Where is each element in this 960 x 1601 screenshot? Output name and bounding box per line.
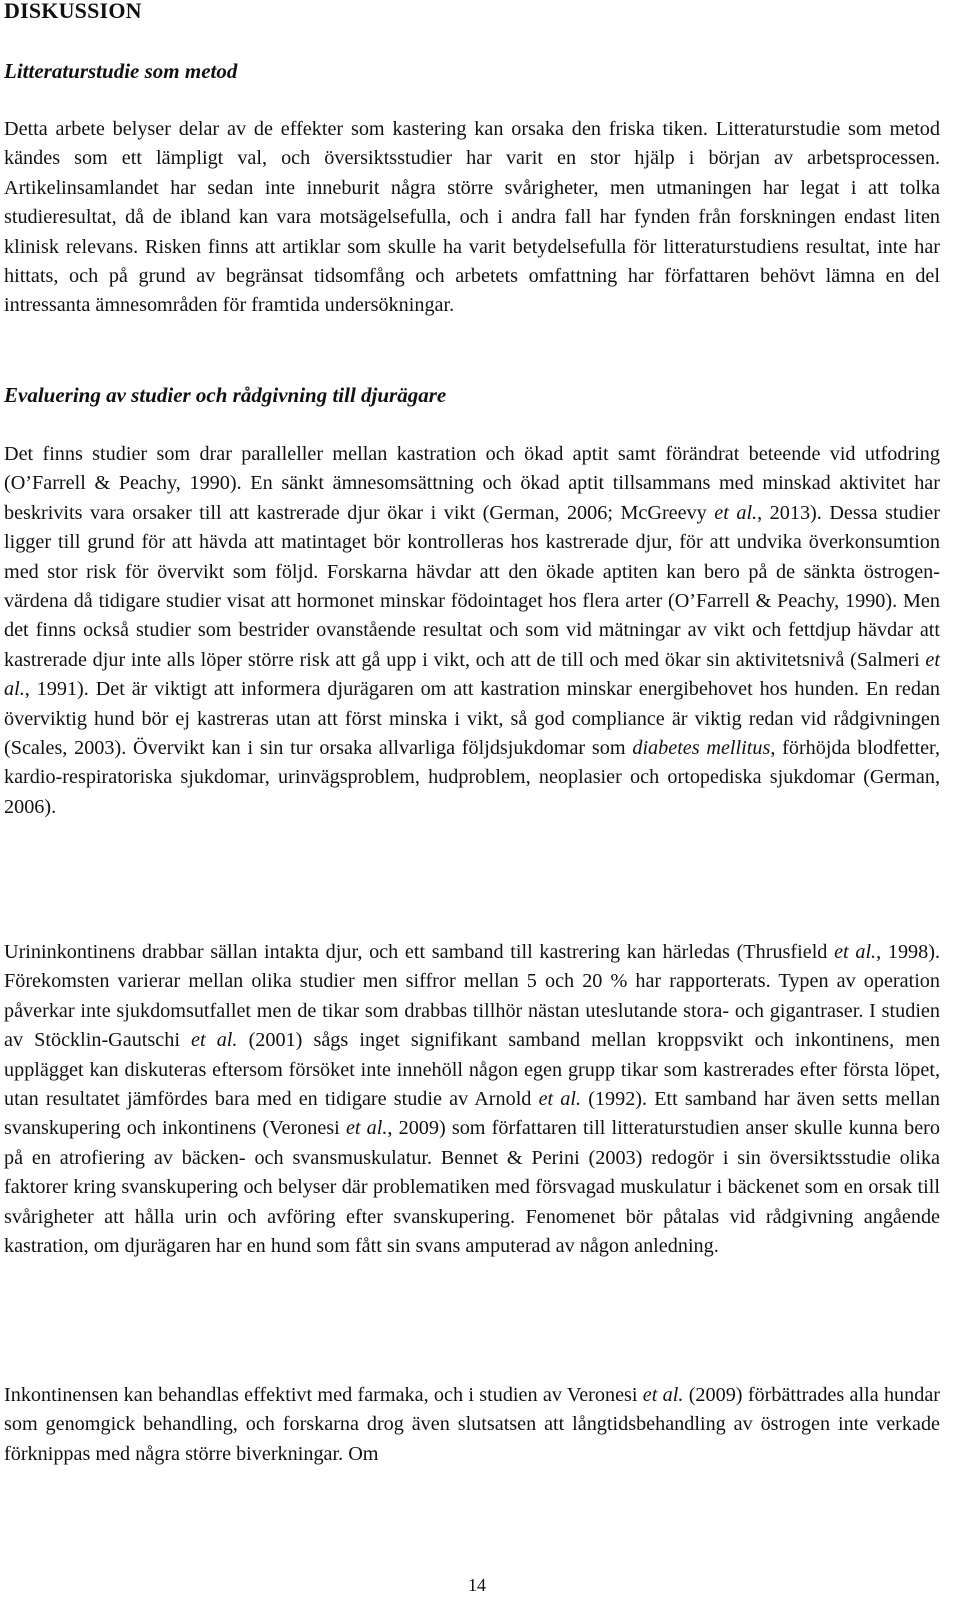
emphasis-et-al: et al. — [4, 648, 940, 701]
text-run: (2001) sågs inget signifikant samband mellan kroppsvikt och inkontinens, men upplägget kan diskuteras eftersom försöket inte innehöll någon egen grupp tikar som kastrerades efter första löpet, utan resultatet jämfördes bara med en tidigare studie av Arnold — [4, 1029, 940, 1111]
text-run: (2009) förbättrades alla hundar som genomgick behandling, och forskarna drog även slutsatsen att långtidsbehandling av östrogen inte verkade förknippas med några större biverkningar. Om — [4, 1384, 941, 1465]
text-run: , förhöjda blodfetter, kardio-respiratoriska sjukdomar, urinvägsproblem, hudproblem, neoplasier och ortopediska sjukdomar (German, 2006). — [4, 737, 940, 818]
emphasis-et-al: et al. — [642, 1384, 684, 1406]
text-run: Det finns studier som drar paralleller mellan kastration och ökad aptit samt förändrat beteende vid utfodring (O’Farrell & Peachy, 1990). En sänkt ämnesomsättning och ökad aptit tillsammans med minskad aktivitet har beskrivits vara orsaker till att kastrerade djur ökar i vikt (German, 2006; McGreevy — [4, 443, 940, 524]
text-run: , 2009) som författaren till litteraturstudien anser skulle kunna bero på en atrofiering av bäcken- och svansmuskulatur. Bennet & Perini (2003) redogör i sin översiktsstudie olika faktorer kring svanskupering och belyser där problematiken med försvagad muskulatur i bäckenet som en orsak till svårigheter att hålla urin och avföring efter svanskupering. Fenomenet bör påtalas vid rådgivning angående kastration, om djurägaren har en hund som fått sin svans amputerad av någon anledning. — [4, 1117, 940, 1258]
text-run: , 1998). Förekomsten varierar mellan olika studier men siffror mellan 5 och 20 % har rapporterats. Typen av operation påverkar inte sjukdomsutfallet men de tikar som drabbas tillhör nästan uteslutande stora- och gigantraser. I studien av Stöcklin-Gautschi — [4, 941, 940, 1052]
section-title-method: Litteraturstudie som metod — [4, 59, 238, 83]
emphasis-et-al: et al. — [834, 941, 877, 963]
text-run: Inkontinensen kan behandlas effektivt med farmaka, och i studien av Veronesi — [4, 1384, 643, 1406]
text-run: , 1991). Det är viktigt att informera djurägaren om att kastration minskar energibehovet hos hunden. En redan överviktig hund bör ej kastreras utan att först minska i vikt, så god compliance är viktig redan vid rådgivningen (Scales, 2003). Övervikt kan i sin tur orsaka allvarliga följdsjukdomar som — [4, 678, 940, 760]
page-number: 14 — [468, 1575, 486, 1595]
text-run: Urininkontinens drabbar sällan intakta djur, och ett samband till kastrering kan härledas (Thrusfield — [4, 941, 835, 963]
paragraph-method: Detta arbete belyser delar av de effekter som kastering kan orsaka den friska tiken. Litteraturstudie som metod kändes som ett lämpligt val, och översiktsstudier har varit en stor hjälp i början av arbetsprocessen. Artikelinsamlandet har sedan inte inneburit några större svårigheter, men utmaningen har legat i att tolka studieresultat, då de ibland kan vara motsägelsefulla, och i andra fall har fynden från forskningen endast liten klinisk relevans. Risken finns att artiklar som skulle ha varit betydelsefulla för litteraturstudiens resultat, inte har hittats, och på grund av begränsat tidsomfång och arbetets omfattning har författaren behövt lämna en del intressanta ämnesområden för framtida undersökningar. — [4, 118, 940, 317]
paragraph-treatment — [4, 1381, 940, 1469]
text-run: (1992). Ett samband har även setts mellan svanskupering och inkontinens (Veronesi — [4, 1088, 941, 1140]
emphasis-et-al: et al. — [538, 1088, 582, 1111]
emphasis-et-al: et al. — [714, 501, 758, 524]
text-run: , 2013). Dessa studier ligger till grund för att hävda att matintaget bör kontrolleras hos kastrerade djur, för att undvika överkonsumtion med stor risk för övervikt som följd. Forskarna hävdar att den ökade aptiten kan bero på de sänkta östrogen-värdena då tidigare studier visat att hormonet minskar födointaget hos flera arter (O’Farrell & Peachy, 1990). Men det finns också studier som bestrider ovanstående resultat och som vid mätningar av vikt och fettdjup hävdar att kastrerade djur inte alls löper större risk att gå upp i vikt, och att de till och med ökar sin aktivitetsnivå (Salmeri — [4, 501, 940, 671]
emphasis-diabetes: diabetes mellitus — [632, 737, 771, 760]
chapter-heading-wrap — [4, 0, 142, 23]
section-title-evaluation: Evaluering av studier och rådgivning till djurägare — [4, 383, 447, 407]
emphasis-et-al: et al. — [191, 1029, 238, 1052]
paragraph-weight — [4, 440, 940, 822]
paragraph-incontinence — [4, 938, 940, 1261]
emphasis-et-al: et al. — [345, 1117, 388, 1140]
chapter-heading: DISKUSSION — [4, 0, 142, 23]
